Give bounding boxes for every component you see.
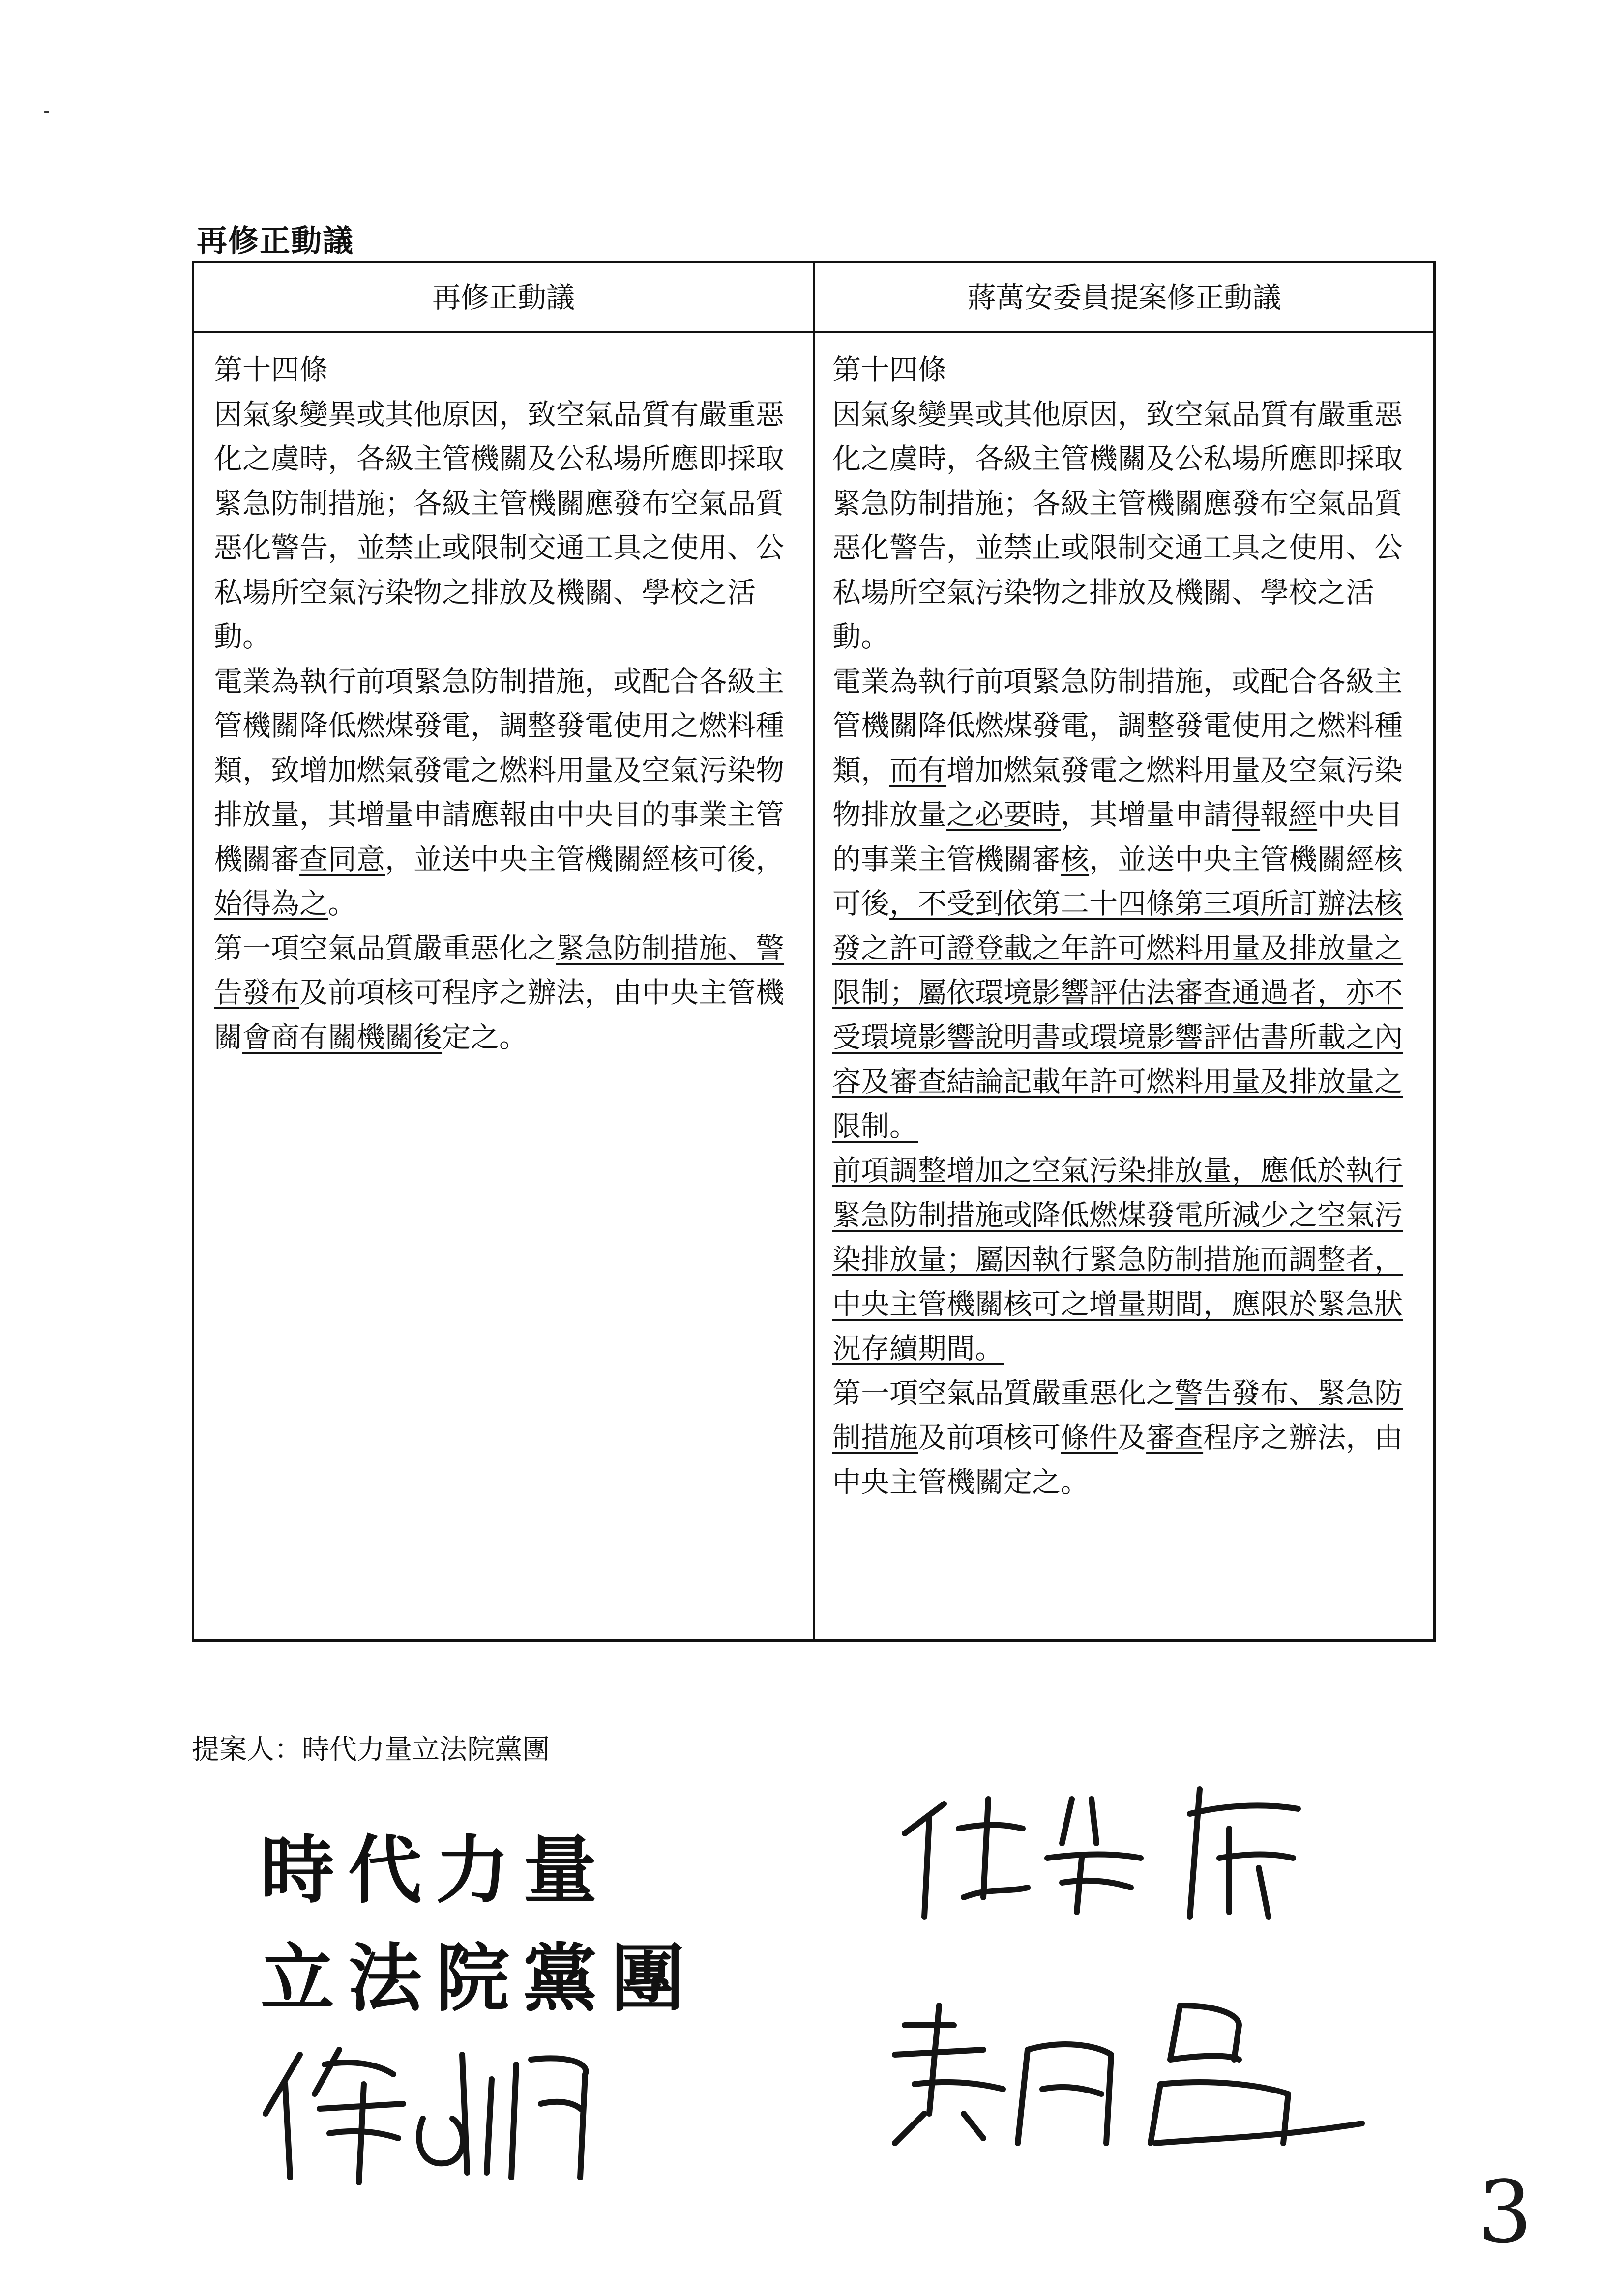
paragraph-3: 前項調整增加之空氣污染排放量，應低於執行緊急防制措施或降低燃煤發電所減少之空氣污染排放量；屬因執行緊急防制措施而調整者，中央主管機關核可之增量期間，應限於緊急狀況存續期間。 — [832, 1154, 1403, 1365]
paragraph-1: 因氣象變異或其他原因，致空氣品質有嚴重惡化之虞時，各級主管機關及公私場所應即採取緊急防制措施；各級主管機關應發布空氣品質惡化警告，並禁止或限制交通工具之使用、公私場所空氣污染物之排放及機關、學校之活動。 — [214, 397, 785, 653]
paragraph-2: 電業為執行前項緊急防制措施，或配合各級主管機關降低燃煤發電，調整發電使用之燃料種類，致增加燃氣發電之燃料用量及空氣污染物排放量，其增量申請應報由中央目的事業主管機關審查同意，並送中央主管機關經核可後，始得為之。 — [214, 664, 785, 920]
chiang-motion-cell — [832, 348, 1417, 1504]
stamp-line-1: 時代力量 — [261, 1827, 611, 1914]
column-divider — [813, 263, 815, 1639]
revised-motion-cell — [214, 348, 799, 1059]
paragraph-3: 第一項空氣品質嚴重惡化之緊急防制措施、警告發布及前項核可程序之辦法，由中央主管機關會商有關機關後定之。 — [214, 931, 785, 1054]
article-number: 第十四條 — [214, 353, 328, 386]
signature-1 — [885, 1770, 1377, 1932]
signature-2 — [865, 1996, 1431, 2158]
document-heading: 再修正動議 — [197, 223, 354, 259]
paragraph-2: 電業為執行前項緊急防制措施，或配合各級主管機關降低燃煤發電，調整發電使用之燃料種類，而有增加燃氣發電之燃料用量及空氣污染物排放量之必要時，其增量申請得報經中央目的事業主管機關審核，並送中央主管機關經核可後，不受到依第二十四條第三項所訂辦法核發之許可證登載之年許可燃料用量及排放量之限制；屬依環境影響評估法審查通過者，亦不受環境影響說明書或環境影響評估書所載之內容及審查結論記載年許可燃料用量及排放量之限制。 — [832, 664, 1403, 1143]
page-number: 3 — [1477, 2163, 1533, 2263]
column-header-revised-motion: 再修正動議 — [432, 281, 575, 314]
stamp-line-2: 立法院黨團 — [261, 1935, 699, 2022]
header-rule — [194, 331, 1433, 333]
proposer-line: 提案人：時代力量立法院黨團 — [192, 1734, 550, 1766]
signature-3 — [256, 2035, 674, 2187]
party-caucus-stamp — [261, 1827, 733, 2050]
comparison-table — [192, 261, 1436, 1642]
paragraph-4: 第一項空氣品質嚴重惡化之警告發布、緊急防制措施及前項核可條件及審查程序之辦法，由中央主管機關定之。 — [832, 1376, 1403, 1499]
scan-speck — [44, 111, 49, 113]
article-number: 第十四條 — [832, 353, 947, 386]
paragraph-1: 因氣象變異或其他原因，致空氣品質有嚴重惡化之虞時，各級主管機關及公私場所應即採取緊急防制措施；各級主管機關應發布空氣品質惡化警告，並禁止或限制交通工具之使用、公私場所空氣污染物之排放及機關、學校之活動。 — [832, 397, 1403, 653]
column-header-chiang-motion: 蔣萬安委員提案修正動議 — [967, 281, 1281, 314]
